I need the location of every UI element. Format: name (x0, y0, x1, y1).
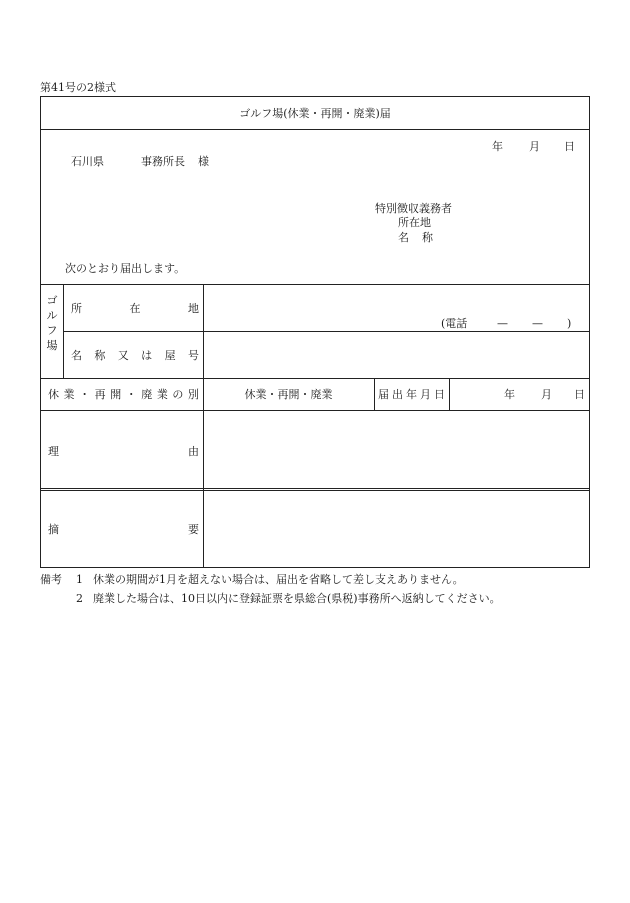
type-row-divider (41, 410, 589, 411)
label-column-divider (203, 284, 204, 567)
filing-date-left-divider (374, 378, 375, 410)
obligor-name-label: 名 称 (398, 231, 433, 244)
phone-close: ) (567, 317, 572, 330)
obligor-title: 特別徴収義務者 (375, 202, 452, 215)
phone-open: (電話 (441, 317, 468, 330)
reason-divider-top (41, 488, 589, 489)
filing-date-label: 届 出 年 月 日 (378, 388, 445, 401)
golf-label-divider (63, 284, 64, 378)
golf-course-label: ゴ ル フ 場 (46, 294, 58, 352)
filing-date-right-divider (449, 378, 450, 410)
addressee-office-head: 事務所長 (141, 155, 185, 168)
notes-label: 備考 (40, 573, 62, 586)
filing-date-month: 月 (541, 388, 552, 401)
note-1-text: 休業の期間が1月を超えない場合は、届出を省略して差し支えありません。 (93, 573, 464, 586)
note-2-text: 廃業した場合は、10日以内に登録証票を県総合(県税)事務所へ返納してください。 (93, 592, 501, 605)
header-divider (41, 284, 589, 285)
date-day: 日 (564, 140, 575, 153)
phone-dash-1: — (497, 317, 508, 330)
summary-label: 摘 要 (48, 523, 199, 536)
golf-section-divider (41, 378, 589, 379)
closure-type-label: 休 業 ・ 再 開 ・ 廃 業 の 別 (48, 388, 199, 401)
addressee-honorific: 様 (198, 155, 209, 168)
filing-date-year: 年 (504, 388, 515, 401)
reason-divider-bottom (41, 490, 589, 491)
form-title: ゴルフ場(休業・再開・廃業)届 (239, 107, 391, 120)
note-1-number: 1 (76, 573, 83, 586)
reason-label: 理 由 (48, 445, 199, 458)
addressee-prefecture: 石川県 (71, 155, 104, 168)
name-or-trade-name-label: 名 称 又 は 屋 号 (71, 349, 199, 362)
phone-dash-2: — (532, 317, 543, 330)
golf-course-notification-form (40, 96, 590, 568)
note-2-number: 2 (76, 592, 83, 605)
location-label: 所 在 地 (71, 302, 199, 315)
date-month: 月 (529, 140, 540, 153)
closure-type-options: 休業・再開・廃業 (244, 388, 333, 401)
title-divider (41, 129, 589, 130)
location-divider (63, 331, 589, 332)
obligor-address-label: 所在地 (398, 216, 431, 229)
filing-date-day: 日 (574, 388, 585, 401)
date-year: 年 (492, 140, 503, 153)
statement-text: 次のとおり届出します。 (65, 262, 186, 275)
form-number: 第41号の2様式 (40, 81, 116, 94)
